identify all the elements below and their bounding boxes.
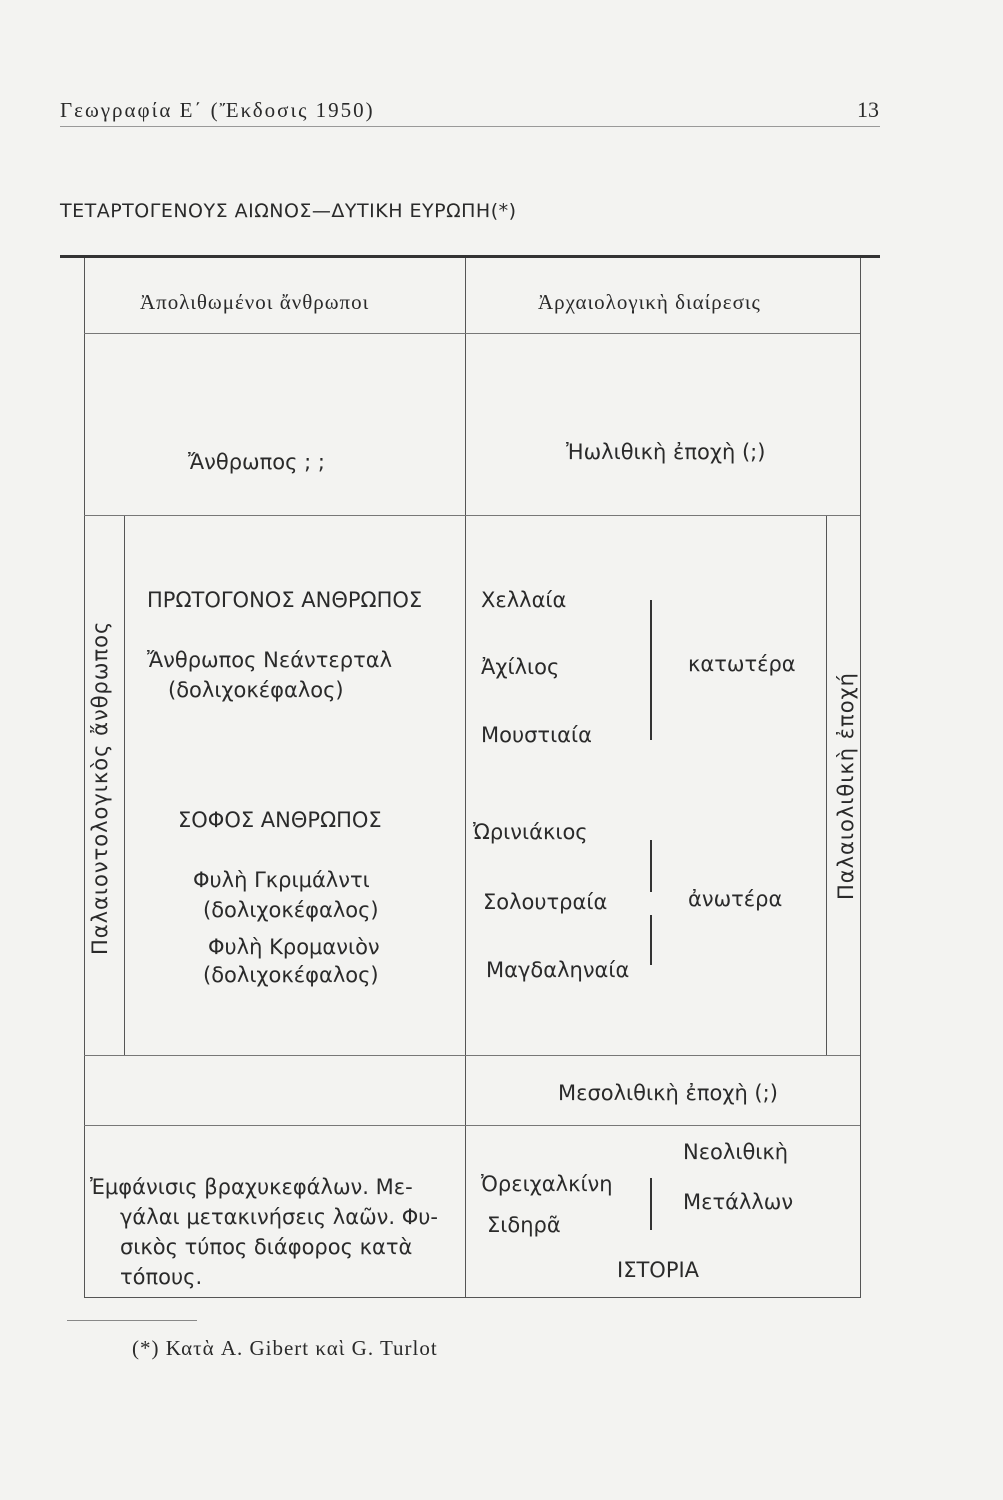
final-text-line-3: σικὸς τύπος διάφορος κατὰ — [120, 1235, 413, 1259]
neolithic-age: Νεολιθικὴ — [683, 1140, 789, 1164]
lower-bracket — [650, 600, 652, 740]
period-chelles: Χελλαία — [481, 588, 567, 612]
metal-bracket — [650, 1178, 652, 1230]
table-inner-left-border — [124, 515, 125, 1055]
paleolithic-age-label: Παλαιολιθικὴ ἐποχή — [834, 672, 858, 900]
table-bottom-rule — [84, 1297, 860, 1298]
grimaldi-race: Φυλὴ Γκριμάλντι — [193, 868, 370, 892]
footnote: (*) Κατὰ A. Gibert καὶ G. Turlot — [132, 1336, 438, 1360]
header-rule — [60, 126, 880, 127]
table-inner-right-border — [826, 515, 827, 1055]
table-left-border — [84, 258, 85, 1298]
upper-bracket-top — [650, 840, 652, 892]
period-bronze: Ὀρειχαλκίνη — [481, 1172, 613, 1196]
section-title: ΤΕΤΑΡΤΟΓΕΝΟΥΣ ΑΙΩΝΟΣ—ΔΥΤΙΚΗ ΕΥΡΩΠΗ(*) — [60, 200, 517, 222]
period-mousterian: Μουστιαία — [481, 723, 592, 747]
wise-man-heading: ΣΟΦΟΣ ΑΝΘΡΩΠΟΣ — [178, 808, 382, 832]
period-iron: Σιδηρᾶ — [487, 1213, 561, 1237]
final-text-line-2: γάλαι μετακινήσεις λαῶν. Φυ- — [120, 1205, 439, 1229]
eolithic-age: Ἠωλιθικὴ ἐποχὴ (;) — [566, 440, 766, 464]
upper-label: ἀνωτέρα — [688, 887, 783, 911]
col-header-archaeological-division: Ἀρχαιολογικὴ διαίρεσις — [538, 290, 761, 314]
running-title: Γεωγραφία Ε΄ (Ἔκδοσις 1950) — [60, 98, 375, 122]
metal-label: Μετάλλων — [683, 1190, 794, 1214]
footnote-rule — [67, 1320, 197, 1321]
table-center-divider — [465, 258, 466, 1298]
period-aurignacian: Ὠρινιάκιος — [473, 820, 588, 844]
col-header-fossil-humans: Ἀπολιθωμένοι ἄνθρωποι — [140, 290, 370, 314]
final-text-line-4: τόπους. — [120, 1265, 203, 1289]
mesolithic-age: Μεσολιθικὴ ἐποχὴ (;) — [558, 1081, 778, 1105]
cromagnon-race: Φυλὴ Κρομανιὸν — [208, 935, 380, 959]
grimaldi-skull-type: (δολιχοκέφαλος) — [203, 898, 379, 922]
lower-label: κατωτέρα — [688, 652, 796, 676]
neanderthal-man: Ἄνθρωπος Νεάντερταλ — [147, 648, 393, 672]
cromagnon-skull-type: (δολιχοκέφαλος) — [203, 963, 379, 987]
table-top-rule — [60, 255, 880, 258]
mesolithic-row-rule — [84, 1125, 860, 1126]
period-magdalenian: Μαγδαληναία — [486, 958, 630, 982]
period-solutrean: Σολουτραία — [483, 890, 608, 914]
period-acheul: Ἀχίλιος — [481, 655, 560, 679]
history-label: ΙΣΤΟΡΙΑ — [617, 1258, 700, 1282]
page-number: 13 — [857, 97, 879, 122]
paleolithic-row-rule — [84, 1055, 860, 1056]
upper-bracket-bottom — [650, 915, 652, 965]
paleontological-man-label: Παλαιοντολογικὸς ἄνθρωπος — [88, 620, 112, 955]
header-row-rule — [84, 333, 860, 334]
eolithic-row-rule — [84, 515, 860, 516]
primitive-man-heading: ΠΡΩΤΟΓΟΝΟΣ ΑΝΘΡΩΠΟΣ — [147, 588, 423, 612]
eolithic-man: Ἄνθρωπος ; ; — [188, 450, 325, 474]
final-text-line-1: Ἐμφάνισις βραχυκεφάλων. Με- — [90, 1175, 413, 1199]
table-right-border — [860, 258, 861, 1298]
neanderthal-skull-type: (δολιχοκέφαλος) — [168, 678, 344, 702]
